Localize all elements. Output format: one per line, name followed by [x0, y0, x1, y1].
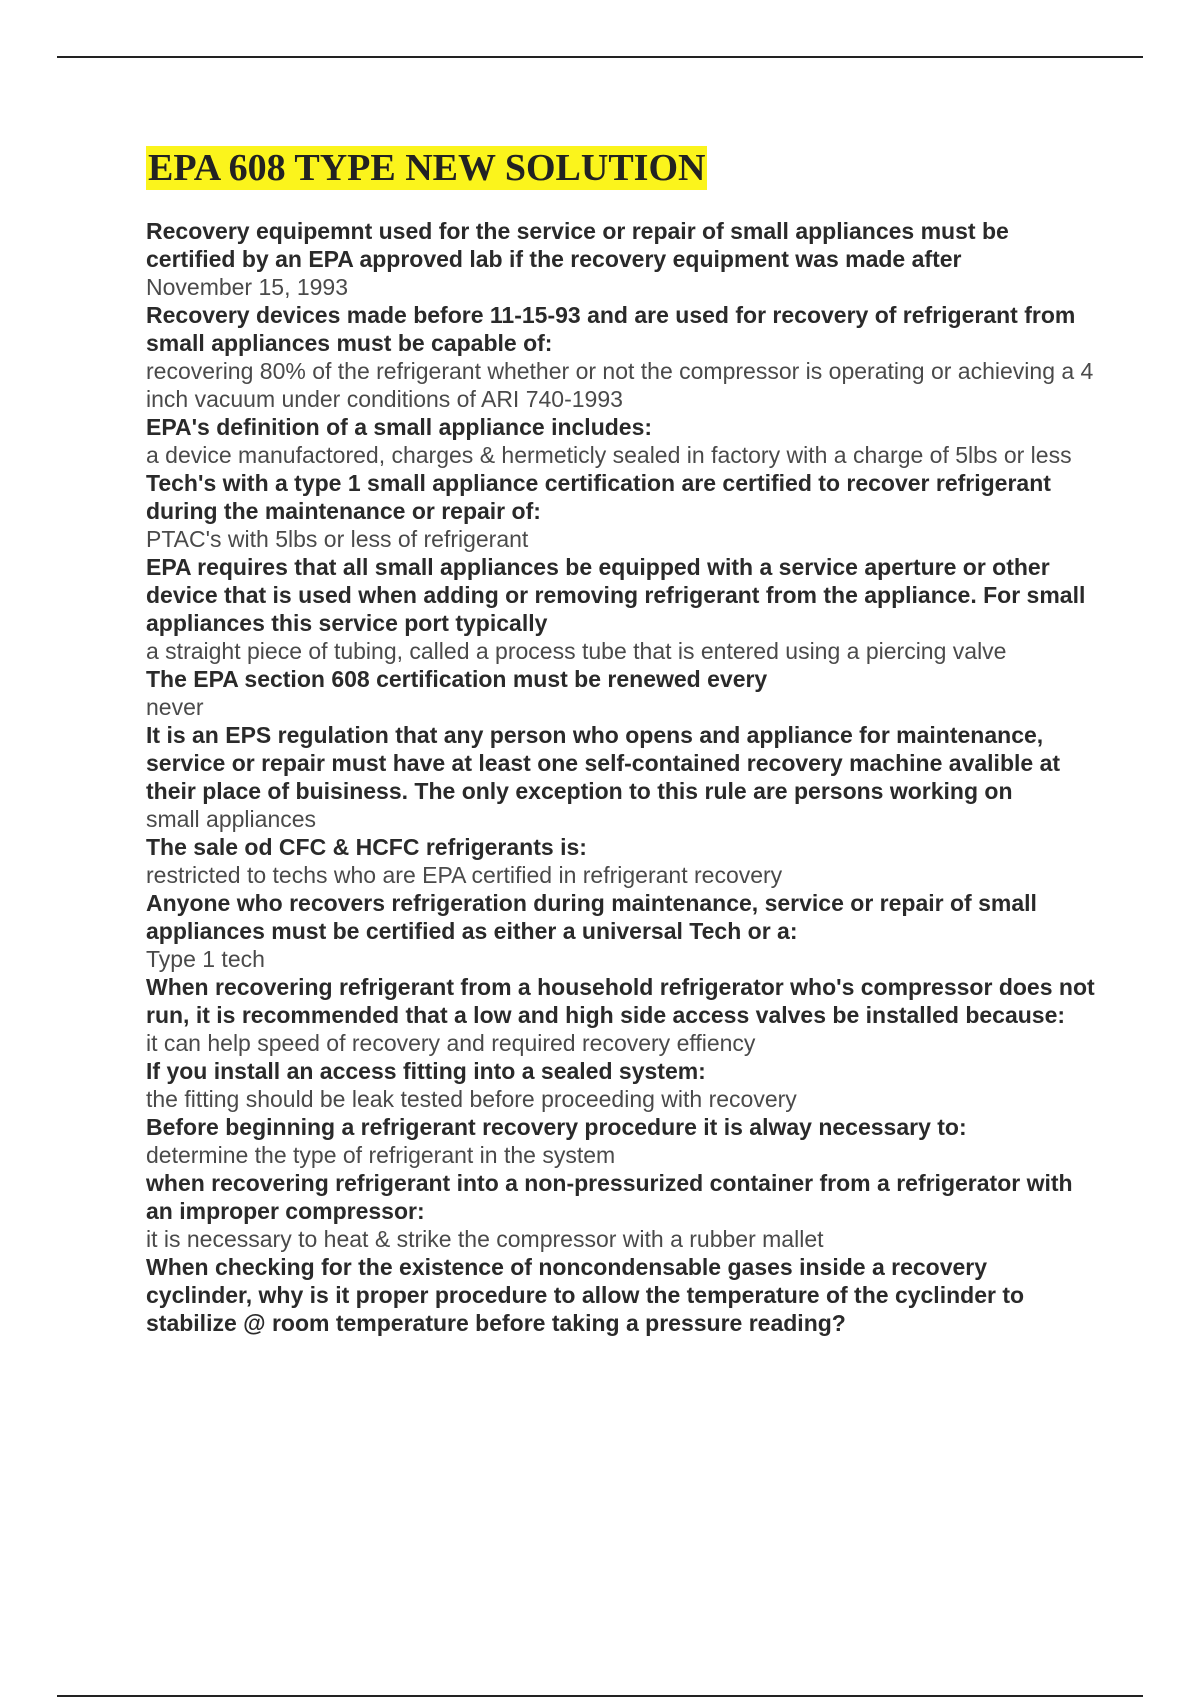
page-title: EPA 608 TYPE NEW SOLUTION: [148, 147, 706, 189]
top-rule: [57, 56, 1143, 58]
question-11: If you install an access fitting into a sealed system:: [146, 1058, 706, 1084]
answer-7: small appliances: [146, 806, 317, 832]
question-10: When recovering refrigerant from a household refrigerator who's compressor does not run, it is recommended that a low and high side access valves be installed because:: [146, 974, 1095, 1028]
question-2: Recovery devices made before 11-15-93 and are used for recovery of refrigerant from small appliances must be capable of:: [146, 302, 1076, 356]
answer-10: it can help speed of recovery and required recovery effiency: [146, 1030, 756, 1056]
question-6: The EPA section 608 certification must be renewed every: [146, 666, 768, 692]
answer-5: a straight piece of tubing, called a process tube that is entered using a piercing valve: [146, 638, 1007, 664]
answer-1: November 15, 1993: [146, 274, 349, 300]
answer-4: PTAC's with 5lbs or less of refrigerant: [146, 526, 529, 552]
answer-13: it is necessary to heat & strike the compressor with a rubber mallet: [146, 1226, 824, 1252]
answer-8: restricted to techs who are EPA certified in refrigerant recovery: [146, 862, 783, 888]
question-12: Before beginning a refrigerant recovery procedure it is alway necessary to:: [146, 1114, 967, 1140]
question-8: The sale od CFC & HCFC refrigerants is:: [146, 834, 587, 860]
answer-11: the fitting should be leak tested before proceeding with recovery: [146, 1086, 797, 1112]
question-1: Recovery equipemnt used for the service or repair of small appliances must be certified by an EPA approved lab if the recovery equipment was made after: [146, 218, 1009, 272]
bottom-rule: [57, 1695, 1143, 1697]
answer-3: a device manufactored, charges & hermeticly sealed in factory with a charge of 5lbs or less: [146, 442, 1072, 468]
answer-2: recovering 80% of the refrigerant whether or not the compressor is operating or achieving a 4 inch vacuum under conditions of ARI 740-1993: [146, 358, 1094, 412]
qa-list: [146, 217, 1096, 1337]
question-3: EPA's definition of a small appliance includes:: [146, 414, 653, 440]
answer-12: determine the type of refrigerant in the system: [146, 1142, 616, 1168]
question-4: Tech's with a type 1 small appliance certification are certified to recover refrigerant during the maintenance or repair of:: [146, 470, 1051, 524]
answer-9: Type 1 tech: [146, 946, 265, 972]
question-14: When checking for the existence of noncondensable gases inside a recovery cyclinder, why is it proper procedure to allow the temperature of the cyclinder to stabilize @ room temperature before taking a pressure reading?: [146, 1254, 1025, 1336]
question-7: It is an EPS regulation that any person who opens and appliance for maintenance, service or repair must have at least one self-contained recovery machine avalible at their place of buisiness. The only exception to this rule are persons working on: [146, 722, 1061, 804]
question-9: Anyone who recovers refrigeration during maintenance, service or repair of small appliances must be certified as either a universal Tech or a:: [146, 890, 1037, 944]
answer-6: never: [146, 694, 204, 720]
question-5: EPA requires that all small appliances be equipped with a service aperture or other device that is used when adding or removing refrigerant from the appliance. For small appliances this service port typically: [146, 554, 1086, 636]
question-13: when recovering refrigerant into a non-pressurized container from a refrigerator with an improper compressor:: [146, 1170, 1073, 1224]
